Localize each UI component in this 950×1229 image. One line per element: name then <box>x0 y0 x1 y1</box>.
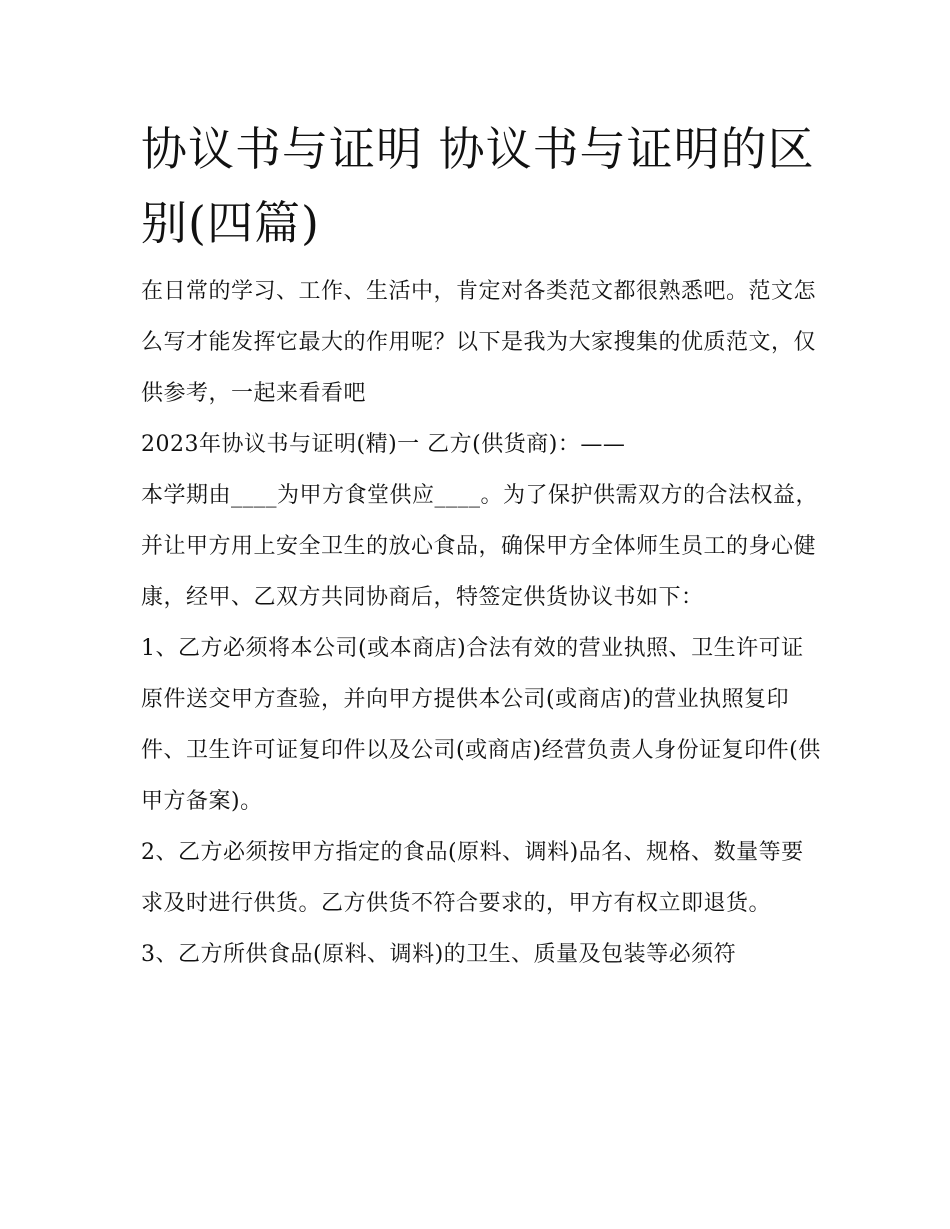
intro-paragraph: 在日常的学习、工作、生活中，肯定对各类范文都很熟悉吧。范文怎么写才能发挥它最大的作用呢？以下是我为大家搜集的优质范文，仅供参考，一起来看看吧 <box>141 279 817 406</box>
clause-2: 2、乙方必须按甲方指定的食品(原料、调料)品名、规格、数量等要求及时进行供货。乙方供货不符合要求的，甲方有权立即退货。 <box>141 840 804 916</box>
agreement-preamble: 本学期由____为甲方食堂供应____。为了保护供需双方的合法权益，并让甲方用上安全卫生的放心食品，确保甲方全体师生员工的身心健康，经甲、乙双方共同协商后，特签定供货协议书如下： <box>141 483 819 610</box>
section-heading: 2023年协议书与证明(精)一 乙方(供货商)：—— <box>141 432 626 457</box>
document-page <box>141 112 821 980</box>
clause-1: 1、乙方必须将本公司(或本商店)合法有效的营业执照、卫生许可证原件送交甲方查验，并向甲方提供本公司(或商店)的营业执照复印件、卫生许可证复印件以及公司(或商店)经营负责人身份证复印件(供甲方备案)。 <box>141 636 821 814</box>
clause-3: 3、乙方所供食品(原料、调料)的卫生、质量及包装等必须符 <box>141 942 737 967</box>
document-title: 协议书与证明 协议书与证明的区别(四篇) <box>141 122 815 250</box>
